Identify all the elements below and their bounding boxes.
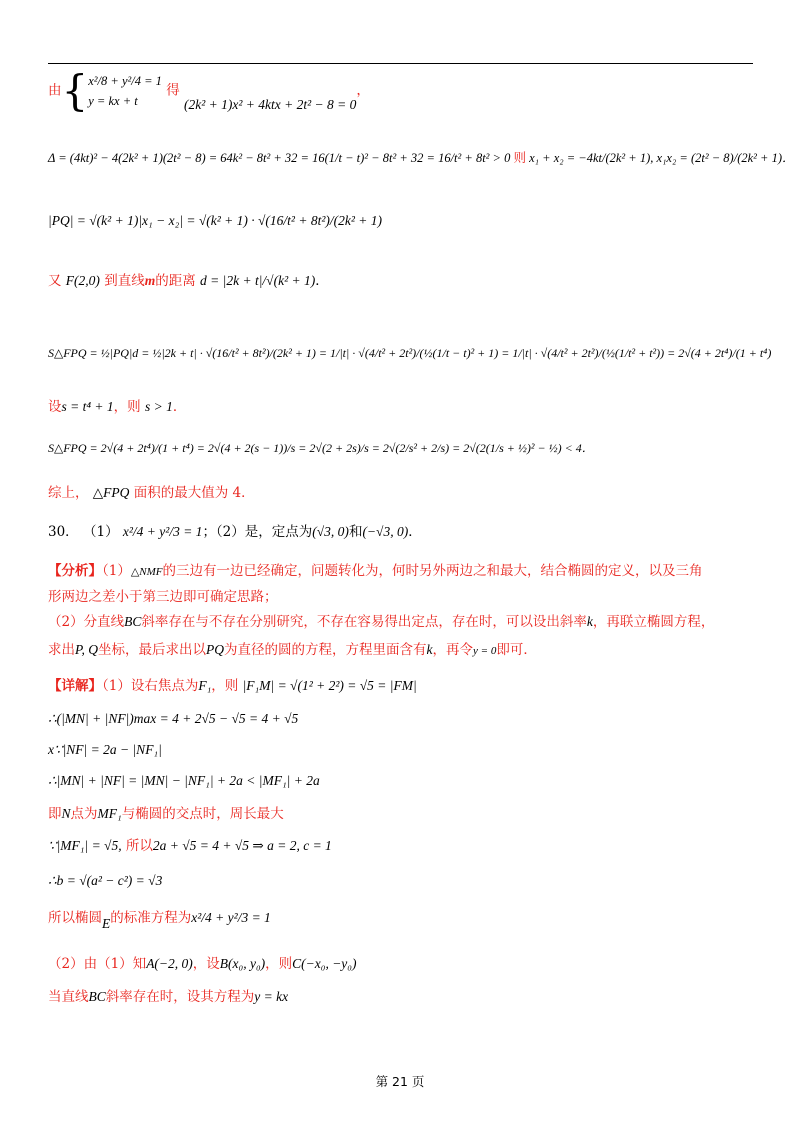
analysis-part-1: （1） bbox=[102, 563, 131, 579]
eq-line-kx: y = kx bbox=[254, 989, 289, 1004]
detail-text-5c: 与椭圆的交点时，周长最大 bbox=[121, 806, 284, 822]
text-standard-eq: 的标准方程为 bbox=[110, 910, 192, 926]
line-area bbox=[48, 345, 771, 361]
eq-ellipse-std: x²/4 + y²/3 = 1 bbox=[191, 910, 271, 925]
line-bc: BC bbox=[88, 989, 106, 1004]
detail-text-5a: 即 bbox=[48, 806, 62, 822]
line-detail-3 bbox=[48, 741, 162, 759]
eq-pq: |PQ| = √(k² + 1)|x₁ − x₂| = √(k² + 1) · √(16/t² + 8t²)/(2k² + 1) bbox=[48, 213, 383, 228]
line-detail-1 bbox=[48, 677, 417, 695]
eq-nf: x∵|NF| = 2a − |NF₁| bbox=[48, 742, 162, 757]
eq-ellipse: x²/8 + y²/4 = 1 bbox=[88, 74, 162, 88]
line-discriminant bbox=[48, 150, 795, 167]
analysis-text-4c: 为直径的圆的方程，方程里面含有 bbox=[224, 642, 427, 658]
line-pq-length bbox=[48, 212, 382, 230]
point-f: F(2,0) bbox=[65, 273, 100, 288]
detail-text-1b: ，则 bbox=[211, 678, 239, 694]
line-detail-8 bbox=[48, 909, 271, 931]
tag-detail: 【详解】 bbox=[48, 678, 102, 694]
eq-discriminant: Δ = (4kt)² − 4(2k² + 1)(2t² − 8) = 64k² − 8t² + 32 = 16(1/t − t)² − 8t² + 32 = 16/t² + 8t² > 0 bbox=[48, 151, 511, 165]
part-2-text: ；（2）是，定点为 bbox=[202, 524, 313, 540]
analysis-text-4d: ，再令 bbox=[432, 642, 474, 658]
text-you: 由 bbox=[48, 82, 62, 99]
analysis-text-4e: 即可． bbox=[496, 642, 537, 658]
line-system bbox=[48, 66, 370, 115]
analysis-text-2: 形两边之差小于第三边即可确定思路； bbox=[48, 589, 278, 605]
eq-quadratic: (2k² + 1)x² + 4ktx + 2t² − 8 = 0 bbox=[184, 96, 357, 112]
triangle-nmf: △NMF bbox=[130, 566, 163, 578]
period: ． bbox=[172, 399, 187, 415]
eq-a-c: 2a + √5 = 4 + √5 ⇒ a = 2, c = 1 bbox=[152, 838, 332, 853]
line-detail-9 bbox=[48, 955, 357, 973]
detail-text-10b: 斜率存在时，设其方程为 bbox=[105, 989, 255, 1005]
period: ． bbox=[581, 441, 594, 455]
line-detail-6 bbox=[48, 837, 332, 855]
brace: { bbox=[61, 66, 89, 115]
eq-mf1: ∵|MF₁| = √5, bbox=[48, 838, 122, 853]
analysis-text-1: 的三边有一边已经确定，问题转化为，何时另外两边之和最大，结合椭圆的定义，以及三角 bbox=[162, 563, 703, 579]
page-number: 第 21 页 bbox=[375, 1074, 425, 1089]
comma: ， bbox=[356, 82, 370, 99]
text-and: 和 bbox=[348, 524, 363, 540]
line-bc: BC bbox=[124, 614, 142, 629]
line-detail-5 bbox=[48, 805, 284, 823]
analysis-text-3b: 斜率存在与不存在分别研究，不存在容易得出定点，存在时，可以设出斜率 bbox=[141, 614, 587, 630]
line-analysis-2 bbox=[48, 588, 278, 606]
detail-text-5b: 点为 bbox=[70, 806, 98, 822]
analysis-text-4a: 求出 bbox=[48, 642, 75, 658]
eq-vieta: x₁ + x₂ = −4kt/(2k² + 1), x₁x₂ = (2t² − 8)/(2k² + 1) bbox=[529, 151, 782, 165]
line-conclusion bbox=[48, 484, 255, 502]
text-to-line: 到直线 bbox=[104, 273, 145, 289]
analysis-text-3c: ，再联立椭圆方程， bbox=[592, 614, 715, 630]
line-analysis-4 bbox=[48, 641, 537, 659]
part-1: （1） bbox=[82, 524, 119, 540]
var-k: k bbox=[586, 614, 593, 629]
tag-analysis: 【分析】 bbox=[48, 563, 102, 579]
question-number: 30． bbox=[48, 524, 79, 540]
eq-s-def: s = t⁴ + 1 bbox=[61, 399, 114, 414]
line-q30-answer bbox=[48, 523, 422, 541]
text-summary: 综上， bbox=[48, 485, 89, 501]
line-detail-4 bbox=[48, 772, 320, 790]
point-negative: (−√3, 0) bbox=[362, 524, 409, 539]
point-n: N bbox=[61, 806, 71, 821]
text-max-area: 面积的最大值为 4． bbox=[133, 485, 255, 501]
line-detail-2 bbox=[48, 710, 298, 728]
line-detail-7 bbox=[48, 872, 162, 890]
focus-f1: F₁ bbox=[198, 678, 212, 693]
line-analysis-3 bbox=[48, 613, 714, 631]
eq-area-s: S△FPQ = 2√(4 + 2t⁴)/(1 + t⁴) = 2√(4 + 2(s − 1))/s = 2√(2 + 2s)/s = 2√(2/s² + 2/s) = 2√(2(1/s + ½)² − ½) < 4 bbox=[48, 441, 582, 455]
period: ． bbox=[408, 524, 422, 540]
point-a: A(−2, 0) bbox=[146, 956, 193, 971]
eq-ellipse-answer: x²/4 + y²/3 = 1 bbox=[122, 524, 203, 539]
point-c: C(−x₀, −y₀) bbox=[292, 956, 357, 971]
line-distance bbox=[48, 272, 329, 290]
eq-f1m: |F₁M| = √(1² + 2²) = √5 = |FM| bbox=[242, 678, 417, 693]
line-analysis-1 bbox=[48, 562, 703, 580]
equation-system bbox=[88, 71, 162, 111]
eq-area: S△FPQ = ½|PQ|d = ½|2k + t| · √(16/t² + 8t²)/(2k² + 1) = 1/|t| · √(4/t² + 2t²)/(½(1/t − t)² + 1) = 1/|t| · √(4/t² + 2t²)/(½(1/t² + t²)) = 2√(4 + 2t⁴)/(1 + t⁴) bbox=[48, 346, 772, 360]
detail-text-10a: 当直线 bbox=[48, 989, 89, 1005]
eq-distance: d = |2k + t|/√(k² + 1) bbox=[200, 273, 316, 288]
eq-max-sum: ∴(|MN| + |NF|)max = 4 + 2√5 − √5 = 4 + √5 bbox=[48, 711, 299, 726]
text-you2: 又 bbox=[48, 273, 62, 289]
text-then: ，则 bbox=[113, 399, 141, 415]
line-area-s bbox=[48, 440, 594, 456]
var-k: k bbox=[426, 642, 433, 657]
detail-text-9a: （2）由（1）知 bbox=[48, 956, 147, 972]
eq-y-zero: y = 0 bbox=[473, 645, 497, 657]
eq-b: ∴b = √(a² − c²) = √3 bbox=[48, 873, 163, 888]
text-distance: 的距离 bbox=[155, 273, 196, 289]
detail-text-1: （1）设右焦点为 bbox=[102, 678, 199, 694]
text-ze: 则 bbox=[513, 151, 526, 165]
line-m: m bbox=[144, 273, 156, 288]
line-detail-10 bbox=[48, 988, 288, 1006]
segment-pq: PQ bbox=[206, 642, 225, 657]
period: ． bbox=[315, 273, 329, 289]
text-she: 设 bbox=[48, 399, 62, 415]
eq-s-range: s > 1 bbox=[144, 399, 173, 414]
header-rule bbox=[48, 63, 753, 64]
period: ． bbox=[782, 151, 795, 165]
text-suoyi: 所以 bbox=[125, 838, 153, 854]
eq-inequality: ∴|MN| + |NF| = |MN| − |NF₁| + 2a < |MF₁| + 2a bbox=[48, 773, 320, 788]
point-positive: (√3, 0) bbox=[312, 524, 349, 539]
analysis-text-3a: （2）分直线 bbox=[48, 614, 125, 630]
segment-mf1: MF₁ bbox=[97, 806, 122, 821]
line-substitution bbox=[48, 398, 186, 416]
point-b: B(x₀, y₀) bbox=[219, 956, 266, 971]
ellipse-e: E bbox=[102, 916, 111, 931]
analysis-text-4b: 坐标，最后求出以 bbox=[98, 642, 207, 658]
text-de: 得 bbox=[166, 82, 180, 99]
text-ellipse: 所以椭圆 bbox=[48, 910, 102, 926]
detail-text-9b: ，设 bbox=[192, 956, 220, 972]
points-pq: P, Q bbox=[75, 642, 99, 657]
triangle-fpq: △FPQ bbox=[92, 485, 130, 500]
detail-text-9c: ，则 bbox=[265, 956, 293, 972]
eq-line: y = kx + t bbox=[88, 94, 138, 108]
